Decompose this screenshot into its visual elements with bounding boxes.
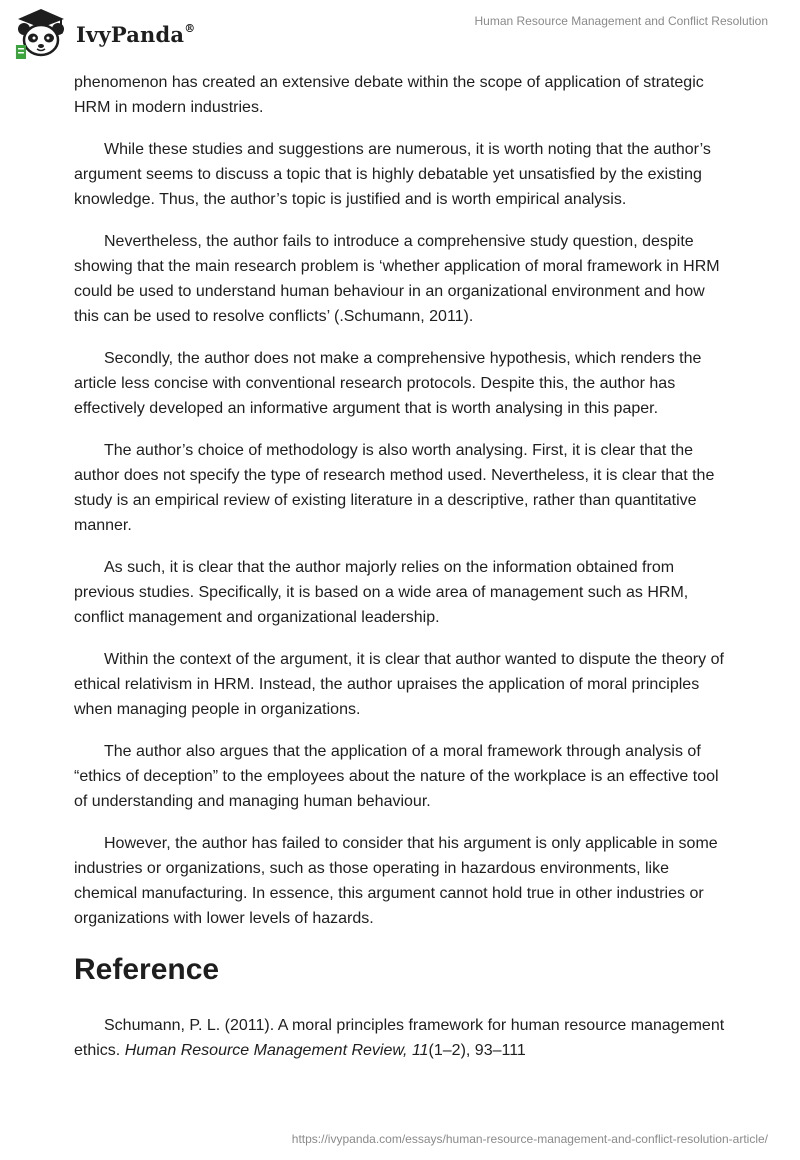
paragraph: The author’s choice of methodology is also worth analysing. First, it is clear that the author does not specify the type of research method used. Nevertheless, it is clear that the study is an empirical review of existing literature in a descriptive, rather than quantitative manner. <box>74 442 715 534</box>
ivypanda-logo[interactable] <box>14 7 195 61</box>
paragraph: However, the author has failed to consider that his argument is only applicable in some industries or organizations, such as those operating in hazardous environments, like chemical manufacturing. In essence, this argument cannot hold true in other industries or organizations with lower levels of hazards. <box>74 835 718 927</box>
panda-icon <box>14 7 68 61</box>
paragraph: Secondly, the author does not make a comprehensive hypothesis, which renders the article less concise with conventional research protocols. Despite this, the author has effectively developed an informative argument that is worth analysing in this paper. <box>74 350 702 417</box>
paragraph: As such, it is clear that the author majorly relies on the information obtained from previous studies. Specifically, it is based on a wide area of management such as HRM, conflict management and organizational leadership. <box>74 559 689 626</box>
reference-authors: Schumann, P. L. (2011). A moral principles framework for human resource management ethics. <box>74 1017 725 1059</box>
reference-issue-pages: (1–2), 93–111 <box>428 1042 526 1059</box>
paragraph: phenomenon has created an extensive debate within the scope of application of strategic HRM in modern industries. <box>74 74 704 116</box>
page-header <box>0 0 800 70</box>
reference-heading: Reference <box>74 953 220 986</box>
reference-journal: Human Resource Management Review, 11 <box>124 1042 429 1059</box>
brand-name: IvyPanda® <box>76 21 196 47</box>
paragraph: The author also argues that the application of a moral framework through analysis of “ethics of deception” to the employees about the nature of the workplace is an effective tool of understanding and managing human behaviour. <box>74 743 719 810</box>
reference-entry <box>74 1013 726 1063</box>
essay-body <box>74 70 726 1063</box>
document-title: Human Resource Management and Conflict Resolution <box>474 14 768 28</box>
source-url[interactable]: https://ivypanda.com/essays/human-resource-management-and-conflict-resolution-article/ <box>291 1132 768 1146</box>
paragraph: Within the context of the argument, it is clear that author wanted to dispute the theory of ethical relativism in HRM. Instead, the author upraises the application of moral principles when managing people in organizations. <box>74 651 724 718</box>
paragraph: While these studies and suggestions are numerous, it is worth noting that the author’s argument seems to discuss a topic that is highly debatable yet unsatisfied by the existing knowledge. Thus, the author’s topic is justified and is worth empirical analysis. <box>74 141 711 208</box>
paragraph: Nevertheless, the author fails to introduce a comprehensive study question, despite showing that the main research problem is ‘whether application of moral framework in HRM could be used to understand human behaviour in an organizational environment and how this can be used to resolve conflicts’ (.Schumann, 2011). <box>74 233 720 325</box>
